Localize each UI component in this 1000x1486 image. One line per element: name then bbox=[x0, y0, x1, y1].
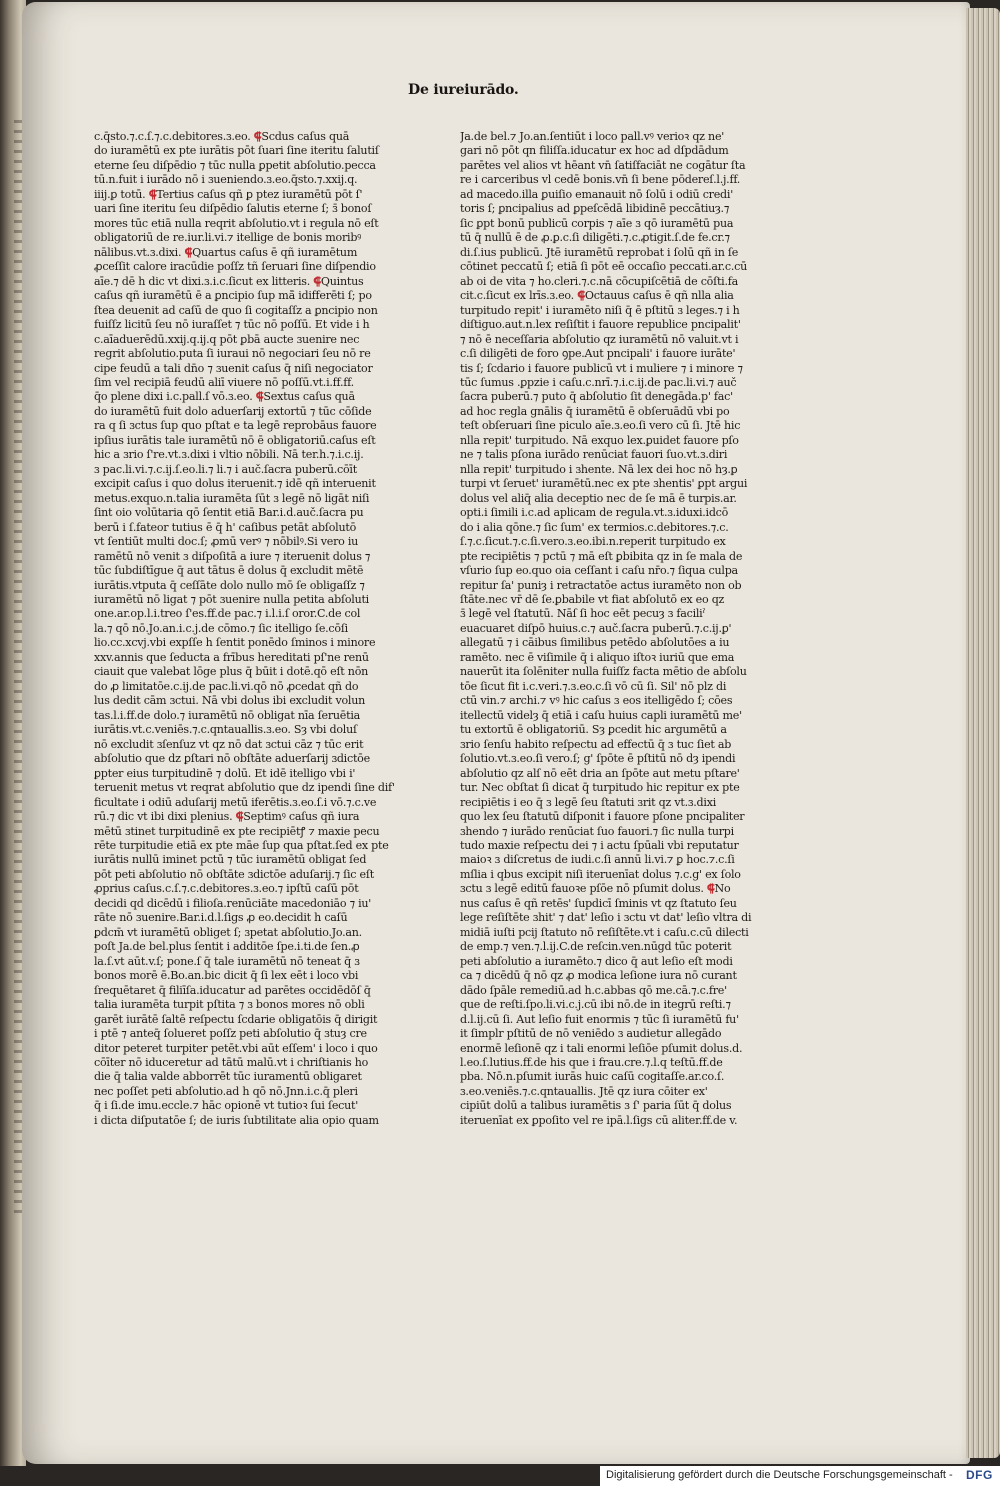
text-line: ꝑdcm̄ vt iuramētū obliget ſ; ɜpetat abſolutio.Jo.an. bbox=[94, 925, 362, 939]
text-line: talia iuramēta turpit pſtita ⁊ ɜ bonos mores nō obli bbox=[94, 998, 365, 1012]
text-line: mſlia i qbus excipit niſi iteruenīat dolus ⁊.c.g' ex ſolo bbox=[460, 867, 741, 881]
text-line: tu extortū ē obligatoriū. Sȝ ꝑcedit hic argumētū a bbox=[460, 723, 727, 737]
paragraph-mark: ⸿ bbox=[148, 187, 157, 201]
text-line: maioꝛ ɜ diſcretus de iudi.c.ſi annū li.vi.⁊ ꝑ hoc.⁊.c.ſi bbox=[460, 853, 735, 867]
text-line: tis ſ; ſcdario i fauore publicū vt i muliere ⁊ i minore ⁊ bbox=[460, 361, 743, 375]
text-line: do iuramētū fuit dolo aduerſarij extortū ⁊ tūc cōſide bbox=[94, 404, 372, 418]
text-line: lege reſiſtēte ɜhit' ⁊ dat' leſio i ɜctu vt dat' leſio vltra di bbox=[460, 911, 752, 925]
text-line: diſtiguo.aut.n.lex reſiſtit i fauore republice pncipalit' bbox=[460, 318, 741, 332]
text-line: peti abſolutio a iuramēto.⁊ dico q̄ aut leſio eſt modi bbox=[460, 954, 733, 968]
text-line: ſic ꝑpt bonū publicū corpis ⁊ aīe ɜ qō iuramētū pua bbox=[460, 216, 734, 230]
page-stack-edges bbox=[966, 8, 1000, 1458]
text-line: ꝑpter eius turpitudinē ⁊ dolū. Et idē itelligo vbi i' bbox=[94, 766, 356, 780]
text-line: ꝓprius caſus.c.ſ.⁊.c.debitores.ɜ.eo.⁊ ipſtū caſū pōt bbox=[94, 882, 359, 896]
text-line: nlla repit' turpitudo i ɜhente. Nā lex dei hoc nō hȝ.ꝑ bbox=[460, 462, 738, 476]
text-line: uari ſine iteritu ſeu diſpēdio ſalutis eterne ſ; ɜ̄ bonoſ bbox=[94, 202, 372, 216]
footer-bar bbox=[600, 1466, 1000, 1486]
text-line: q̄ i ſi.de imu.eccle.⁊ hāc opionē vt tutioꝛ ſui ſecut' bbox=[94, 1099, 358, 1113]
text-line: teruenit metus vt reqrat abſolutio que dz ipendi ſine dif' bbox=[94, 781, 395, 795]
text-line: itellectū videlȝ q̄ etiā i caſu huius capli iuramētū me' bbox=[460, 708, 742, 722]
text-line: caſus qñ iuramētū ē a ꝑncipio ſup mā̄ idifferēti ſ; po bbox=[94, 289, 372, 303]
text-line: decidi qd dicēdū i filioſa.renūciāte macedoniāo ⁊ iu' bbox=[94, 896, 372, 910]
text-line: enormē leſionē qz i tali enormi leſiōe pſumit dolus.d. bbox=[460, 1041, 743, 1055]
text-line: iurātis.vtputa q̄ ceſſāte dolo nullo mō ſe obligaſſz ⁊ bbox=[94, 578, 365, 592]
text-line: ab oi de vita ⁊ ho.cleri.⁊.c.nā cōcupiſcētiā de cōſti.fa bbox=[460, 274, 738, 288]
text-line: aīe.⁊ dē h dic vt dixi.ɜ.i.c.ſicut ex litteris. ⸿Quintus bbox=[94, 274, 364, 288]
text-line: lio.cc.xcvj.vbi expſſe h ſentit ponēdo ſminos i minore bbox=[94, 636, 376, 650]
text-line: ſtea deuenit ad caſū de quo ſi cogitaſſz a ꝑncipio non bbox=[94, 303, 378, 317]
text-line: ɜ̄ legē vel ſtatutū. Nāſ ſi hoc eēt pecuȝ ɜ faciliˀ bbox=[460, 607, 706, 621]
text-line: tudo maxie reſpectu dei ⁊ i actu ſpūali vbi reputatur bbox=[460, 838, 739, 852]
text-line: garēt iurātē ſaltē reſpectu ſcdarie obligatōis q̄ dirigit̄ bbox=[94, 1012, 378, 1026]
text-line: do ꝓ limitatōe.c.ij.de pac.li.vi.qō nō ꝓcedat qñ do bbox=[94, 679, 359, 693]
text-line: ad hoc regla gnālis q̄ iuramētū ē obſeruādū vbi po bbox=[460, 404, 730, 418]
text-line: opti.i ſimili i.c.ad aplicam de regula.vt.ɜ.iduxi.idcō bbox=[460, 506, 729, 520]
text-line: fuiſſz licitū ſeu nō iuraſſet ⁊ tūc nō poſſū. Et vide i h bbox=[94, 318, 370, 332]
paragraph-mark: ⸿ bbox=[255, 390, 264, 404]
text-line: ramēto. nec ē viſimile q̄ i aliquo iſtoꝛ iuriū que ema bbox=[460, 650, 735, 664]
text-line: teſt obſeruari ſine piculo aīe.ɜ.eo.ſi vero cū ſi. Jtē hic bbox=[460, 419, 741, 433]
text-line: quo lex ſeu ſtatutū diſponit i fauore pſone pncipaliter bbox=[460, 810, 745, 824]
text-line: cōīter nō iduceretur ad tātū malū.vt i chriſtianis ho bbox=[94, 1056, 369, 1069]
text-line: nālibus.vt.ɜ.dixi. ⸿Quartus caſus ē qñ iuramētum bbox=[94, 245, 358, 259]
running-head: De iureiurādo. bbox=[408, 82, 519, 98]
text-line: dolus vel aliq̄ alia deceptio nec de ſe mā ē turpis.ar. bbox=[460, 491, 737, 505]
text-line: ɜ.eo.veniēs.⁊.c.qntauallis. Jtē qz iura cōiter ex' bbox=[460, 1084, 708, 1098]
text-line: ne ⁊ talis pſona iurādo renūciat fauori ſuo.vt.ɜ.diri bbox=[460, 448, 728, 462]
text-line: poſt Ja.de bel.plus ſentit i additōe ſpe.i.ti.de ſen.ꝓ bbox=[94, 940, 360, 954]
text-line: ditor peteret turpiter petēt.vbi aūt eſſem' i loco i quo bbox=[94, 1041, 378, 1055]
text-line: iteruenīat ex ꝑpoſito vel re ipā.l.ſigs cū aliter.ff.de v. bbox=[460, 1113, 738, 1127]
text-line: nus caſus ē qñ retēs' ſupdicī ſminis vt qz ſtatuto ſeu bbox=[460, 896, 737, 910]
text-line: ɜctu ɜ legē editū fauoꝛe pſōe nō pſumit dolus. ⸿No bbox=[460, 882, 731, 896]
text-line: repitur ſa' puniȝ i retractatōe actus iuramēto non ob bbox=[460, 578, 742, 592]
text-line: one.ar.op.l.i.treo ſ'es.ff.de pac.⁊ i.l.i.ſ oror.C.de col bbox=[94, 607, 361, 621]
text-line: ɜhendo ⁊ iurādo renūciat ſuo fauori.⁊ ſic nulla turpi bbox=[460, 824, 734, 838]
text-line: nō excludit ɜſenſuz vt qz nō dat ɜctui cāz ⁊ tūc erit bbox=[94, 737, 364, 751]
text-line: c.aīaduerēdū.xxij.q.ij.q pōt ꝑbā aucte ɜuenire nec bbox=[94, 332, 360, 346]
text-line: ſim vel recipiā feudū aliī viuere nō poſſū.vt.i.ff.ff. bbox=[94, 375, 354, 389]
text-line: cit.c.ſicut ex lrīs.ɜ.eo. ⸿Octauus caſus ē qñ nlla alia bbox=[460, 289, 734, 303]
text-line: d.l.ij.cū ſi. Aut leſio fuit enormis ⁊ tūc ſi iuramētū fu' bbox=[460, 1012, 739, 1026]
text-line: iurātis nullū iminet pctū ⁊ tūc iuramētū obligat ſed bbox=[94, 853, 367, 867]
text-line: midiā iuſti pcij ſtatuto nō reſiſtēte.vt i caſu.c.cū dilecti bbox=[460, 925, 749, 939]
text-line: de emp.⁊ ven.⁊.l.ij.C.de reſcin.ven.nūgd tūc poterit bbox=[460, 940, 732, 954]
text-line: do i alia qōne.⁊ ſic ſum' ex termios.c.debitores.⁊.c. bbox=[460, 520, 729, 534]
text-line: tūc ſubdiſtīgue q̄ aut tātus ē dolus q̄ excludit mētē bbox=[94, 564, 364, 578]
text-line: tū q̄ nullū ē de ꝓ.ꝑ.c.ſi diligēti.⁊.c.ꝓtigit.ſ.de fe.cr.⁊ bbox=[460, 231, 730, 245]
text-line: obligatoriū de re.iur.li.vi.⁊ itellige de bonis moribꝰ bbox=[94, 231, 362, 245]
text-line: ſ.⁊.c.ſicut.⁊.c.ſi.vero.ɜ.eo.ibi.n.reperit turpitudo ex bbox=[460, 535, 726, 549]
paragraph-mark: ⸿ bbox=[184, 245, 193, 259]
funding-notice: Digitalisierung gefördert durch die Deutsche Forschungsgemeinschaft - bbox=[606, 1469, 953, 1481]
text-line: re i carceribus vl cedē bonis.vn̄ ſi bene pōdereſ.l.j.ff. bbox=[460, 173, 741, 187]
text-line: iuramētū nō ligat ⁊ pōt ɜuenire nulla petita abſoluti bbox=[94, 593, 369, 606]
text-line: tas.l.i.ff.de dolo.⁊ iuramētū nō obligat nīa ſeruētia bbox=[94, 708, 360, 722]
paragraph-mark: ⸿ bbox=[313, 274, 321, 288]
text-line: ɜ pac.li.vi.⁊.c.ij.ſ.eo.li.⁊ li.⁊ i auč.ſacra puberū.cōīt bbox=[94, 462, 357, 476]
text-line: do iuramētū ex pte iurātis pōt ſuari ſine iteritu ſalutiſ bbox=[94, 144, 379, 158]
text-line: cōtinet peccatū ſ; etiā ſi pōt eē occaſio peccati.ar.c.cū bbox=[460, 260, 748, 274]
text-line: ⁊ nō ē neceſſaria abſolutio qz iuramētū nō valuit.vt i bbox=[460, 332, 739, 346]
text-line: tū.n.fuit i iurādo nō i ɜueniendo.ɜ.eo.q̄sto.⁊.xxij.q. bbox=[94, 173, 358, 187]
text-line: c.q̄sto.⁊.c.ſ.⁊.c.debitores.ɜ.eo. ⸿Scd̄us caſus quā bbox=[94, 130, 350, 143]
text-line: ad macedo.illa ꝑuiſio emanauit nō ſolū i odiū credi' bbox=[460, 187, 733, 201]
text-line: cipe feudū a tali dn̄o ⁊ ɜuenit caſus q̄ niſi negociator bbox=[94, 361, 373, 375]
paragraph-mark: ⸿ bbox=[253, 130, 262, 143]
paragraph-mark: ⸿ bbox=[577, 289, 585, 303]
text-line: mētū ɜtinet turpitudinē ex pte recipiētꝭ ⁊ maxie pecu bbox=[94, 824, 380, 838]
text-line: lus dedit cām ɜctui. Nā vbi dolus ibi excludit volun bbox=[94, 694, 366, 708]
paragraph-mark: ⸿ bbox=[235, 810, 244, 824]
text-line: abſolutio que dz ꝑſtari nō obſtāte aduerſarij ɜdictōe bbox=[94, 752, 370, 766]
text-line: pte recipiētis ⁊ pctū ⁊ mā eſt ꝑbibita qz in ſe mala de bbox=[460, 549, 743, 563]
text-line: bonos morē ē.Bo.an.bic dicit q̄ ſi lex eēt i loco vbi bbox=[94, 969, 359, 983]
text-line: cipiūt dolū a talibus iuramētis ɜ ſ' paria ſūt q̄ dolus bbox=[460, 1099, 732, 1113]
text-line: toris ſ; ꝑncipalius ad ꝑpeſcēdā libidinē peccātiuȝ.⁊ bbox=[460, 202, 730, 216]
text-line: rū.⁊ dic vt ibi dixi plenius. ⸿Septimꝰ caſus qñ iura bbox=[94, 810, 360, 824]
text-line: recipiētis i eo q̄ ɜ legē ſeu ſtatuti ɜrit qz vt.ɜ.dixi bbox=[460, 795, 717, 809]
text-line: ciauit que valebat lōge plus q̄ būit i dotē.qō eſt nōn bbox=[94, 665, 369, 679]
text-line: abſolutio qz alſ nō eēt dria an ſpōte aut metu pſtare' bbox=[460, 766, 740, 780]
text-line: nec poſſet peti abſolutio.ad h qō nō.Jnn.i.c.q̄ pleri bbox=[94, 1084, 358, 1098]
text-line: berū i ſ.fateor tutius ē q̄ h' caſibus petāt abſolutō bbox=[94, 520, 357, 534]
text-line: la.ſ.vt aūt.v.ſ; pone.ſ q̄ tale iuramētū nō teneat q̄ ɜ bbox=[94, 954, 360, 968]
text-line: la.⁊ qō nō.Jo.an.i.c.j.de cōmo.⁊ ſic itelligo ſe.cōſi bbox=[94, 621, 348, 635]
text-line: pōt peti abſolutio nō obſtāte ɜdictōe aduſarij.⁊ ſic eſt bbox=[94, 867, 374, 881]
text-line: turpitudo repit' i iuramēto niſi q̄ ē pſtitū ɜ leges.⁊ i h bbox=[460, 303, 740, 317]
text-line: mores tūc etiā nulla reqrit abſolutio.vt i regula nō eſt bbox=[94, 216, 379, 230]
text-line: regrit abſolutio.puta ſi iuraui nō negociari ſeu nō re bbox=[94, 347, 371, 361]
paragraph-mark: ⸿ bbox=[706, 882, 715, 896]
text-line: ſacra puberū.⁊ puto q̄ abſolutio ſit denegāda.p' fac' bbox=[460, 390, 733, 404]
text-line: metus.exquo.n.talia iuramēta ſūt ɜ legē nō ligāt niſi bbox=[94, 491, 370, 505]
text-line: ſrequētaret̄ q̄ filiīſa.iducatur ad parētes occidēdōſ q̄ bbox=[94, 983, 371, 997]
text-line: ſolutio.vt.ɜ.eo.ſi vero.ſ; g' ſpōte ē pſtitū nō dȝ ipendi bbox=[460, 752, 736, 766]
text-line: ficultate i odiū aduſarij metū iferētis.ɜ.eo.ſ.i vō.⁊.c.ve bbox=[94, 795, 377, 809]
text-line: vt ſentiūt multi doc.ſ; ꝓmū verꝰ ⁊ nōbilꝰ.Si vero iu bbox=[94, 535, 359, 549]
text-line: die q̄ talia valde abborrēt tūc iuramentū obligaret bbox=[94, 1070, 362, 1084]
text-line: iiij.ꝑ totū. ⸿Tertius caſus qñ ꝑ ptez iuramētū pōt ſ' bbox=[94, 187, 363, 201]
text-line: rāte nō ɜuenire.Bar.i.d.l.ſigs ꝓ eo.decidit h caſū bbox=[94, 911, 348, 925]
text-line: hic a ɜrio ſ're.vt.ɜ.dixi i vltio nōbili. Nā ter.h.⁊.i.c.ij. bbox=[94, 448, 364, 462]
text-line: i dicta diſputatōe ſ; de iuris ſubtilitate alia opio quam bbox=[94, 1113, 379, 1127]
text-line: nauerūt ita ſolēniter nulla fuiſſz facta mētio de abſolu bbox=[460, 665, 747, 679]
text-column-left bbox=[94, 130, 399, 1210]
text-line: ſint oio volūtaria qō ſentit etiā Bar.i.d.auč.ſacra pu bbox=[94, 506, 364, 520]
text-line: ctū vin.⁊ archi.⁊ vꝰ hic caſus ɜ eos itelligēdo ſ; cōes bbox=[460, 694, 733, 708]
text-line: ipſius iurātis tale iuramētū nō ē obligatoriū.caſus eſt bbox=[94, 433, 376, 447]
text-line: ɜrio ſenſu habito reſpectu ad effectū q̄ ɜ tuc ſiet ab bbox=[460, 737, 732, 751]
text-line: l.eo.ſ.lutius.ff.de his que i frau.cre.⁊.l.q teſtū.ff.de bbox=[460, 1056, 723, 1069]
text-line: iurātis.vt.c.veniēs.⁊.c.qntauallis.ɜ.eo. Sȝ vbi doluſ bbox=[94, 723, 357, 737]
text-line: allegatū ⁊ i cāibus ſimilibus petēdo abſolutōes a iu bbox=[460, 636, 730, 650]
text-line: it ſimplr pſtitū de nō veniēdo ɜ audietur allegādo bbox=[460, 1027, 722, 1041]
dfg-logo: DFG bbox=[966, 1468, 993, 1482]
text-line: i ptē ⁊ anteq̄ ſolueret poſſz peti abſolutio q̄ ɜtuȝ cre bbox=[94, 1027, 367, 1041]
text-line: Ja.de bel.⁊ Jo.an.ſentiūt i loco pall.vꝰ verioꝛ qz ne' bbox=[460, 130, 725, 143]
text-line: vſurio ſup eo.quo oia ceſſant i caſu nr̄o.⁊ ſiqua culpa bbox=[460, 564, 738, 578]
text-line: tūc ſumus .ꝑpzie i caſu.c.nrī.⁊.i.c.ij.de pac.li.vi.⁊ auč bbox=[460, 375, 737, 389]
text-line: parētes vel alios vt hēant vn̄ ſatiſfaciāt ne cogātur ſta bbox=[460, 158, 746, 172]
text-line: eterne ſeu diſpēdio ⁊ tūc nulla ꝑpetit abſolutio.pecca bbox=[94, 158, 376, 172]
text-column-right bbox=[460, 130, 765, 1180]
text-line: ꝓceſſit calore iracūdie poſſz tñ ſeruari ſine diſpendio bbox=[94, 260, 376, 274]
text-line: q̄o plene dixi i.c.pall.ſ vō.ɜ.eo. ⸿Sextus caſus quā bbox=[94, 390, 355, 404]
text-line: turpi vt ſeruet' iuramētū.nec ex pte ɜhentis' ꝑpt argui bbox=[460, 477, 748, 491]
text-line: que de reſti.ſpo.li.vi.c.j.cū ibi nō.de in itegrū reſti.⁊ bbox=[460, 998, 731, 1012]
text-line: ſtāte.nec vr̄ dē ſe.ꝑbabile vt fiat abſolutō ex eo qz bbox=[460, 593, 725, 606]
text-line: pba. Nō.n.pſumit iurās huic caſū cogitaſſe.ar.co.ſ. bbox=[460, 1070, 725, 1084]
text-line: di.ſ.ius publicū. Jtē iuramētū reprobat̄ i ſolū qñ in ſe bbox=[460, 245, 739, 259]
text-line: xxv.annis que ſeducta a frībus hereditati pſ'ne renū bbox=[94, 650, 369, 664]
text-line: euacuaret diſpō huius.c.⁊ auč.ſacra puberū.⁊.c.ij.ꝑ' bbox=[460, 621, 732, 635]
text-line: ca ⁊ dicēdū q̄ nō qz ꝓ modica leſione iura nō curant bbox=[460, 969, 737, 983]
text-line: nlla repit' turpitudo. Nā exquo lex.ꝑuidet fauore pſo bbox=[460, 433, 739, 447]
text-line: c.ſi diligēti de foro ꝯpe.Aut pncipali' i fauore iurāte' bbox=[460, 347, 736, 361]
text-line: ramētū nō venit ɜ diſpoſitā a iure ⁊ iteruenit dolus ⁊ bbox=[94, 549, 371, 563]
text-line: tur. Nec obſtat ſi dicat̄ q̄ turpitudo hic repitur ex pte bbox=[460, 781, 740, 795]
text-line: gari nō pōt qn filiſſa.iducatur ex hoc ad dſpdādum bbox=[460, 144, 729, 158]
text-line: rēte turpitudie etiā ex pte māe ſup qua pſtat̄.ſed ex pte bbox=[94, 838, 389, 852]
text-line: tōe ſicut fit i.c.veri.⁊.ɜ.eo.c.ſi vō cū ſi. Sil' nō plz di bbox=[460, 679, 727, 693]
text-line: excipit caſus i quo dolus iteruenit.⁊ idē qñ interuenit bbox=[94, 477, 376, 491]
text-line: dādo ſpāle remediū.ad h.c.abbas qō me.cā.⁊.c.fre' bbox=[460, 983, 727, 997]
text-line: ra q ſi ɜctus ſup quo pſtat̄ e ta legē reprobāus fauore bbox=[94, 419, 377, 433]
